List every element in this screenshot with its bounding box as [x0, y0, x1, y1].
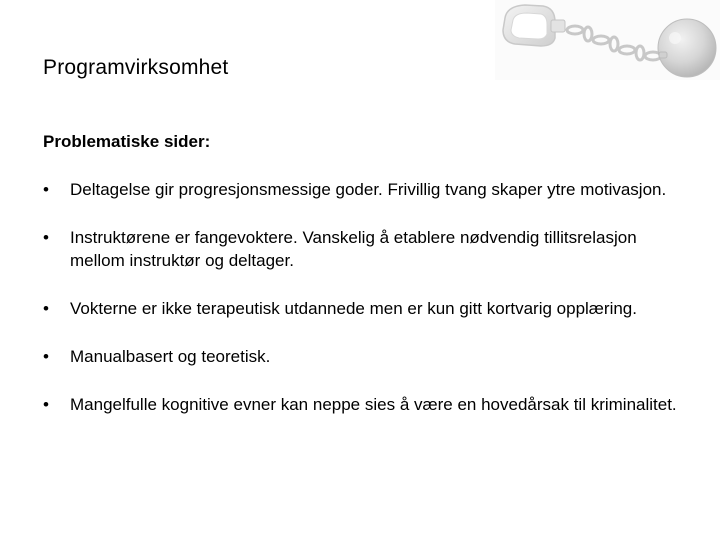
ball-and-chain-icon: [495, 0, 720, 80]
bullet-list: [43, 178, 693, 441]
bullet-item: • Mangelfulle kognitive evner kan neppe sies å være en hovedårsak til kriminalitet.: [43, 393, 693, 416]
slide-title: Programvirksomhet: [43, 56, 229, 79]
bullet-item: • Vokterne er ikke terapeutisk utdannede men er kun gitt kortvarig opplæring.: [43, 297, 693, 320]
slide-subtitle: Problematiske sider:: [43, 132, 211, 151]
bullet-item: • Manualbasert og teoretisk.: [43, 345, 693, 368]
bullet-item: • Instruktørene er fangevoktere. Vanskelig å etablere nødvendig tillitsrelasjon mellom instruktør og deltager.: [43, 226, 693, 272]
bullet-item: • Deltagelse gir progresjonsmessige goder. Frivillig tvang skaper ytre motivasjon.: [43, 178, 693, 201]
